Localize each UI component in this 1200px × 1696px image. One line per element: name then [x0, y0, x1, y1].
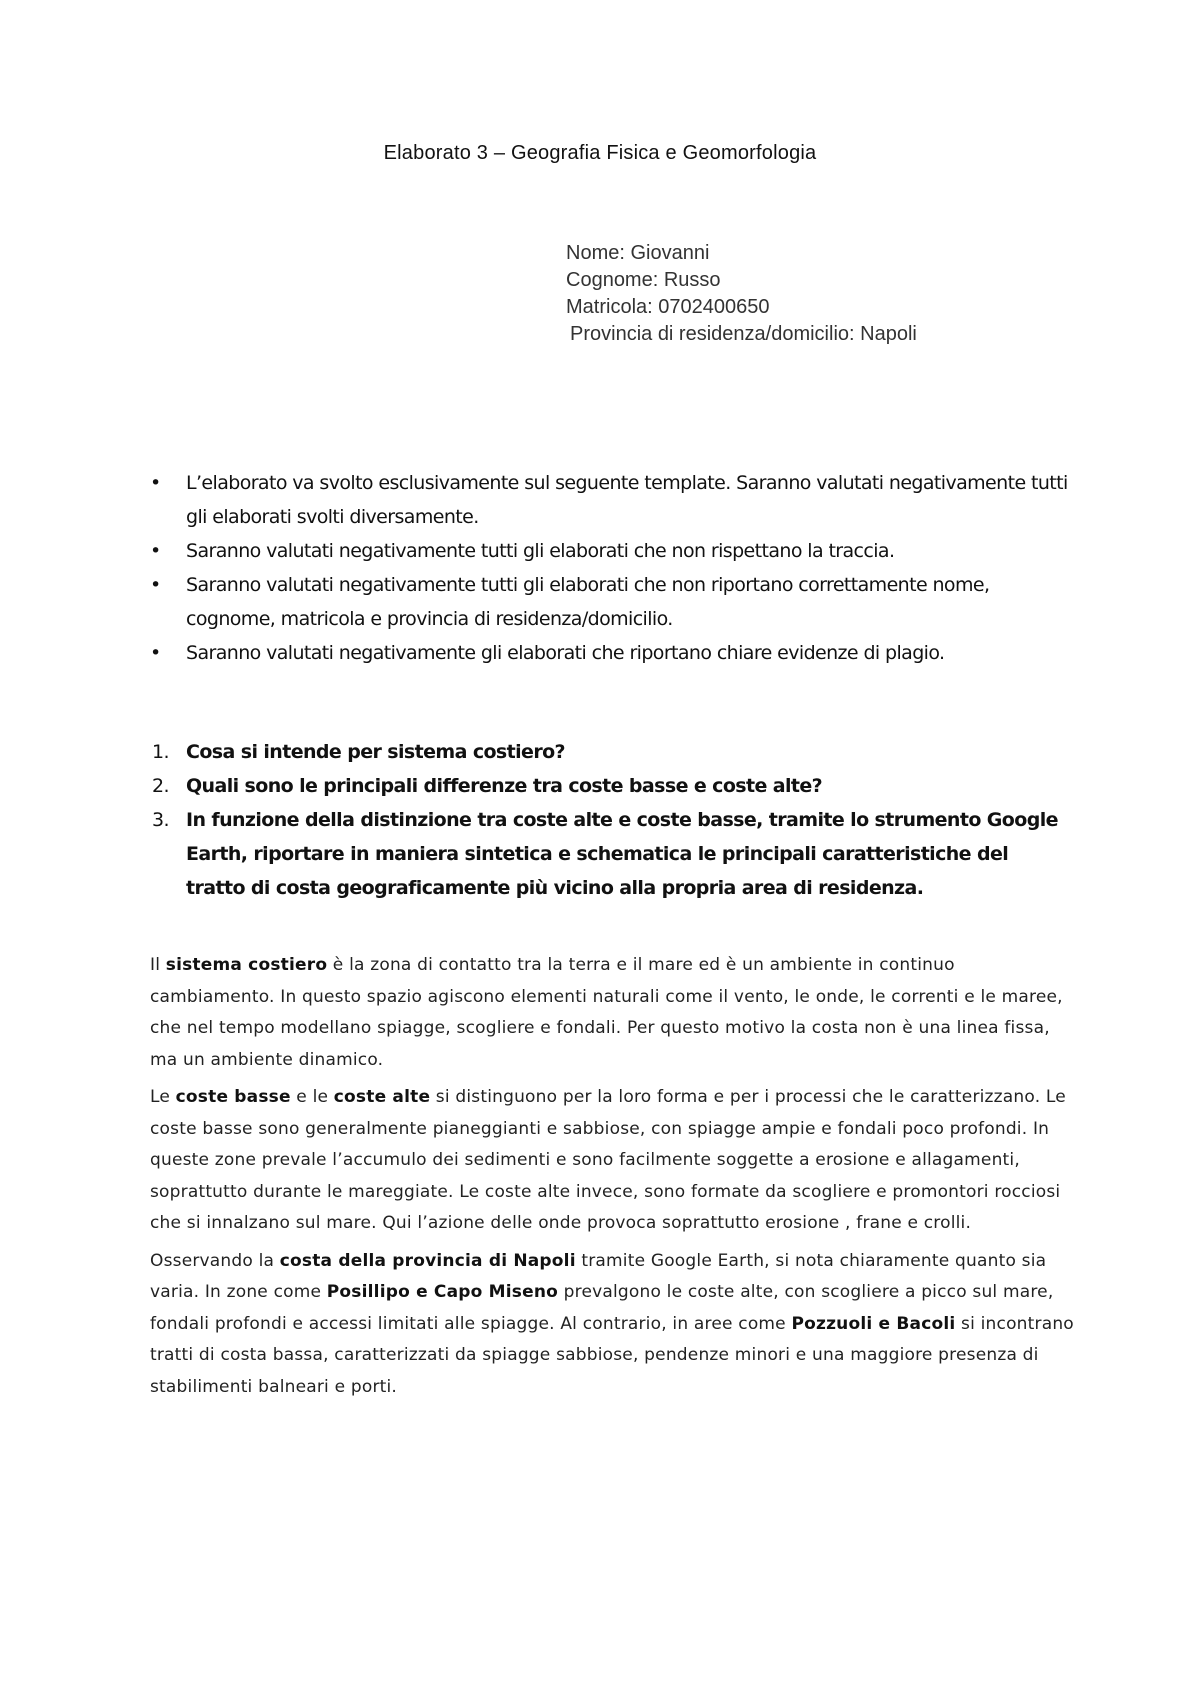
rules-list [150, 466, 1070, 670]
answer-keyword: coste basse [175, 1087, 291, 1107]
student-cognome: Cognome: Russo [566, 269, 721, 291]
question-item [150, 769, 1070, 803]
answer-paragraph-3 [150, 1246, 1080, 1404]
answer-body [150, 950, 1080, 1409]
bullet-icon: • [150, 642, 161, 664]
answer-keyword: Pozzuoli e Bacoli [791, 1313, 956, 1334]
rule-item [150, 636, 1070, 670]
question-text: Quali sono le principali differenze tra coste basse e coste alte? [186, 775, 823, 797]
bullet-icon: • [150, 540, 161, 562]
rule-text: Saranno valutati negativamente tutti gli elaborati che non riportano correttamente nome, cognome, matricola e provincia di residenza/domicilio. [186, 574, 990, 630]
answer-text: e le [290, 1087, 334, 1107]
rule-item [150, 534, 1070, 568]
answer-keyword: coste alte [333, 1087, 431, 1107]
answer-paragraph-1 [150, 950, 1080, 1076]
student-nome: Nome: Giovanni [566, 242, 710, 264]
rule-text: Saranno valutati negativamente tutti gli elaborati che non rispettano la traccia. [186, 540, 895, 562]
question-item [150, 735, 1070, 769]
document-title: Elaborato 3 – Geografia Fisica e Geomorfologia [383, 142, 817, 164]
question-number: 1. [152, 741, 169, 763]
answer-text: Le [150, 1087, 176, 1107]
questions-list [150, 735, 1070, 905]
answer-text: si incontrano tratti di costa bassa, caratterizzati da spiagge sabbiose, pendenze minori e una maggiore presenza di stabilimenti balneari e porti. [150, 1313, 1074, 1397]
answer-keyword: Posillipo e Capo Miseno [326, 1282, 559, 1302]
bullet-icon: • [150, 574, 161, 596]
question-number: 2. [152, 775, 169, 797]
bullet-icon: • [150, 472, 161, 494]
question-text: Cosa si intende per sistema costiero? [186, 741, 565, 763]
student-info [566, 240, 917, 348]
rule-text: Saranno valutati negativamente gli elaborati che riportano chiare evidenze di plagio. [186, 642, 945, 664]
question-text [186, 809, 1058, 899]
question-text-part: le principali caratteristiche del tratto di costa geograficamente più vicino alla propria area di residenza. [186, 843, 1009, 899]
answer-text: prevalgono le coste alte, con scogliere a picco sul mare, fondali profondi e accessi limitati alle spiagge. Al contrario, in aree come [150, 1282, 1054, 1334]
answer-text: Il [150, 955, 166, 975]
question-text-part: In funzione della distinzione tra coste alte e coste basse, tramite lo strumento Google Earth, riportare in maniera [186, 809, 1058, 865]
rule-text: L’elaborato va svolto esclusivamente sul seguente template. Saranno valutati negativamente tutti gli elaborati svolti diversamente. [186, 472, 1068, 528]
answer-text: è la zona di contatto tra la terra e il mare ed è un ambiente in continuo cambiamento. In questo spazio agiscono elementi naturali come il vento, le onde, le correnti e le maree, che nel tempo modellano spiagge, scogliere e fondali. Per questo motivo la costa non è una linea fissa, ma un ambiente dinamico. [150, 955, 1063, 1070]
question-item [150, 803, 1070, 905]
student-matricola: Matricola: 0702400650 [566, 296, 770, 318]
rule-item [150, 568, 1070, 636]
student-provincia: Provincia di residenza/domicilio: Napoli [570, 323, 917, 345]
question-emphasis: sintetica e schematica [464, 843, 692, 865]
answer-text: si distinguono per la loro forma e per i processi che le caratterizzano. Le coste basse sono generalmente pianeggianti e sabbiose, con spiagge ampie e fondali poco profondi. In queste zone prevale l’accumulo dei sedimenti e sono facilmente soggette a erosione e allagamenti, soprattutto durante le mareggiate. Le coste alte invece, sono formate da scogliere e promontori rocciosi che si innalzano sul mare. Qui l’azione delle onde provoca soprattutto erosione , frane e crolli. [150, 1087, 1066, 1233]
answer-text: tramite Google Earth, si nota chiaramente quanto sia varia. In zone come [150, 1250, 1047, 1302]
answer-paragraph-2 [150, 1082, 1080, 1240]
answer-keyword: costa della provincia di Napoli [279, 1250, 576, 1271]
question-number: 3. [152, 809, 169, 831]
rule-item [150, 466, 1070, 534]
answer-keyword: sistema costiero [165, 955, 328, 975]
answer-text: Osservando la [150, 1250, 280, 1271]
